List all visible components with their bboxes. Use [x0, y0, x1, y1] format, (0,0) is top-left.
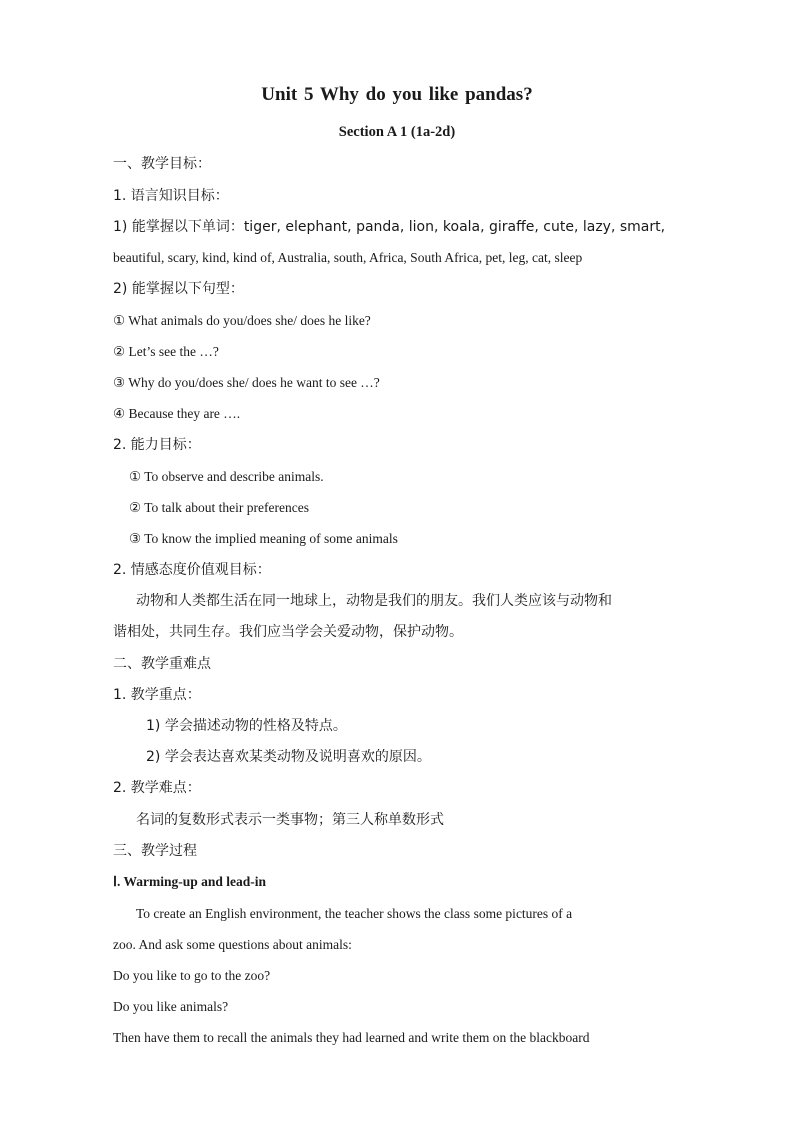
- section-subtitle: Section A 1 (1a-2d): [338, 124, 456, 140]
- ability-objective-1: ① To observe and describe animals.: [129, 469, 324, 484]
- subheading-key-points: 1. 教学重点：: [113, 687, 201, 703]
- warming-up-paragraph-line-1: To create an English environment, the teacher shows the class some pictures of a: [136, 906, 573, 921]
- subheading-difficult-points: 2. 教学难点：: [113, 780, 201, 796]
- heading-teaching-objectives: 一、教学目标：: [113, 156, 211, 172]
- question-2: Do you like animals?: [113, 999, 229, 1014]
- sentence-pattern-1: ① What animals do you/does she/ does he like?: [113, 313, 371, 328]
- ability-objective-3: ③ To know the implied meaning of some animals: [129, 531, 398, 546]
- heading-teaching-process: 三、教学过程: [113, 843, 197, 859]
- subheading-language-knowledge: 1. 语言知识目标：: [113, 188, 229, 204]
- subheading-attitude-values: 2. 情感态度价值观目标：: [113, 562, 271, 578]
- key-point-1: 1) 学会描述动物的性格及特点。: [146, 718, 347, 734]
- vocabulary-line-1: 1) 能掌握以下单词：tiger, elephant, panda, lion, koala, giraffe, cute, lazy, smart,: [113, 219, 666, 235]
- warming-up-paragraph-line-2: zoo. And ask some questions about animals:: [113, 937, 352, 952]
- vocabulary-line-2: beautiful, scary, kind, kind of, Australia, south, Africa, South Africa, pet, leg, cat, sleep: [113, 250, 583, 265]
- subheading-sentence-patterns: 2) 能掌握以下句型：: [113, 281, 244, 297]
- sentence-pattern-4: ④ Because they are ….: [113, 406, 241, 421]
- difficult-point-text: 名词的复数形式表示一类事物；第三人称单数形式: [136, 812, 444, 828]
- recall-paragraph-line: Then have them to recall the animals they had learned and write them on the blackboard: [113, 1030, 590, 1045]
- step-heading-warming-up: Ⅰ. Warming-up and lead-in: [113, 874, 267, 889]
- question-1: Do you like to go to the zoo?: [113, 968, 271, 983]
- sentence-pattern-3: ③ Why do you/does she/ does he want to see …?: [113, 375, 380, 390]
- page-title: Unit 5 Why do you like pandas?: [261, 84, 533, 105]
- attitude-paragraph-line-2: 谐相处，共同生存。我们应当学会关爱动物，保护动物。: [113, 624, 463, 640]
- ability-objective-2: ② To talk about their preferences: [129, 500, 309, 515]
- attitude-paragraph-line-1: 动物和人类都生活在同一地球上，动物是我们的朋友。我们人类应该与动物和: [136, 593, 612, 609]
- subheading-ability-objectives: 2. 能力目标：: [113, 437, 201, 453]
- heading-key-difficult-points: 二、教学重难点: [113, 656, 211, 672]
- sentence-pattern-2: ② Let’s see the …?: [113, 344, 219, 359]
- key-point-2: 2) 学会表达喜欢某类动物及说明喜欢的原因。: [146, 749, 431, 765]
